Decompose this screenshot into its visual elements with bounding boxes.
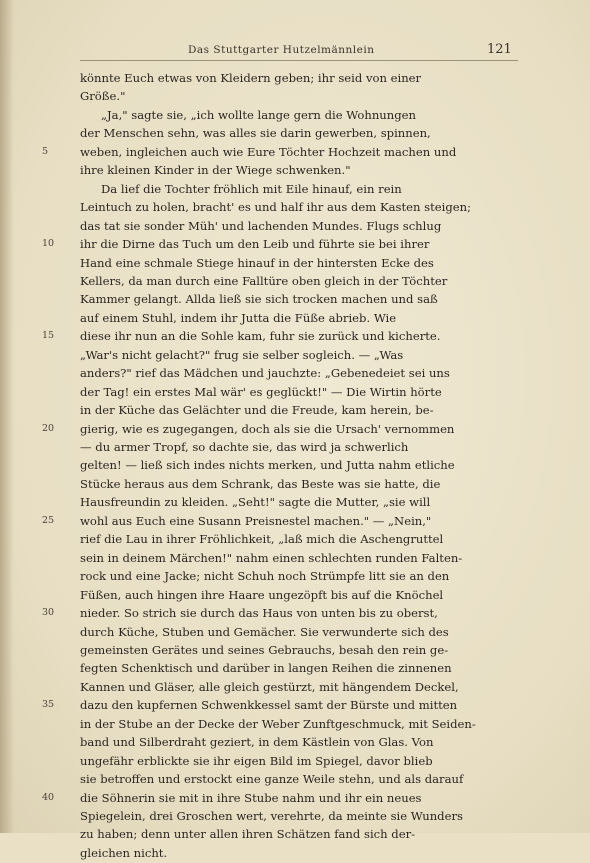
text-line: zu haben; denn unter allen ihren Schätzen fand sich der- <box>80 827 416 842</box>
text-line: gelten! — ließ sich indes nichts merken, und Jutta nahm etliche <box>80 458 455 473</box>
text-line: ihre kleinen Kinder in der Wiege schwenken." <box>80 163 351 178</box>
text-line: durch Küche, Stuben und Gemächer. Sie verwunderte sich des <box>80 624 449 639</box>
text-line: fegten Schenktisch und darüber in langen Reihen die zinnenen <box>80 661 452 676</box>
text-line: — du armer Tropf, so dachte sie, das wird ja schwerlich <box>80 440 409 454</box>
text-line: das tat sie sonder Müh' und lachenden Mundes. Flugs schlug <box>80 218 442 233</box>
text-line: band und Silberdraht geziert, in dem Kästlein von Glas. Von <box>80 735 434 750</box>
page-number: 121 <box>487 42 512 57</box>
text-line: gemeinsten Gerätes und seines Gebrauchs, besah den rein ge- <box>80 642 449 657</box>
text-line: dazu den kupfernen Schwenkkessel samt der Bürste und mitten <box>80 698 458 713</box>
text-line: Größe." <box>80 89 126 104</box>
line-number: 10 <box>42 238 55 249</box>
text-line: könnte Euch etwas von Kleidern geben; ihr seid von einer <box>80 71 422 85</box>
text-line: „War's nicht gelacht?" frug sie selber sogleich. — „Was <box>80 347 404 362</box>
header-divider <box>80 60 518 61</box>
running-title: Das Stuttgarter Hutzelmännlein <box>188 44 375 56</box>
text-line: wohl aus Euch eine Susann Preisnestel machen." — „Nein," <box>80 513 432 528</box>
text-line: Stücke heraus aus dem Schrank, das Beste was sie hatte, die <box>80 476 441 491</box>
text-line: der Tag! ein erstes Mal wär' es geglückt!" — Die Wirtin hörte <box>80 384 442 399</box>
text-line: Hausfreundin zu kleiden. „Seht!" sagte die Mutter, „sie will <box>80 495 431 510</box>
text-line: sie betroffen und erstockt eine ganze Weile stehn, und als darauf <box>80 772 464 787</box>
line-number: 30 <box>42 607 55 618</box>
line-number: 5 <box>42 145 49 157</box>
text-line: diese ihr nun an die Sohle kam, fuhr sie zurück und kicherte. <box>80 329 441 344</box>
line-number: 15 <box>42 330 55 342</box>
text-line: Kammer gelangt. Allda ließ sie sich trocken machen und saß <box>80 292 438 307</box>
text-line: Spiegelein, drei Groschen wert, verehrte, da meinte sie Wunders <box>80 809 463 823</box>
text-line: in der Küche das Gelächter und die Freude, kam herein, be- <box>80 403 434 418</box>
text-line: auf einem Stuhl, indem ihr Jutta die Füße abrieb. Wie <box>80 310 397 325</box>
binding-shadow <box>0 0 14 833</box>
text-line: gleichen nicht. <box>80 845 168 860</box>
text-line: die Söhnerin sie mit in ihre Stube nahm und ihr ein neues <box>80 790 422 805</box>
text-line: rief die Lau in ihrer Fröhlichkeit, „laß mich die Aschengruttel <box>80 532 444 547</box>
text-line: Hand eine schmale Stiege hinauf in der hintersten Ecke des <box>80 255 434 270</box>
text-line: „Ja," sagte sie, „ich wollte lange gern die Wohnungen <box>101 107 416 122</box>
line-number: 35 <box>42 699 55 711</box>
text-line: Füßen, auch hingen ihre Haare ungezöpft bis auf die Knöchel <box>80 587 444 602</box>
text-line: weben, ingleichen auch wie Eure Töchter Hochzeit machen und <box>80 144 457 159</box>
text-line: Leintuch zu holen, bracht' es und half ihr aus dem Kasten steigen; <box>80 200 471 215</box>
text-line: ungefähr erblickte sie ihr eigen Bild im Spiegel, davor blieb <box>80 753 433 768</box>
text-line: der Menschen sehn, was alles sie darin gewerben, spinnen, <box>80 126 431 141</box>
text-line: in der Stube an der Decke der Weber Zunftgeschmuck, mit Seiden- <box>80 716 476 731</box>
text-line: ihr die Dirne das Tuch um den Leib und führte sie bei ihrer <box>80 237 430 251</box>
text-line: Kellers, da man durch eine Falltüre oben gleich in der Töchter <box>80 273 448 288</box>
text-line: sein in deinem Märchen!" nahm einen schlechten runden Falten- <box>80 550 463 565</box>
text-line: anders?" rief das Mädchen und jauchzte: „Gebenedeiet sei uns <box>80 366 450 381</box>
text-line: Da lief die Tochter fröhlich mit Eile hinauf, ein rein <box>101 181 402 196</box>
text-line: Kannen und Gläser, alle gleich gestürzt, mit hängendem Deckel, <box>80 679 459 694</box>
text-line: gierig, wie es zugegangen, doch als sie die Ursach' vernommen <box>80 421 455 436</box>
line-number: 40 <box>42 791 55 803</box>
text-line: rock und eine Jacke; nicht Schuh noch Strümpfe litt sie an den <box>80 569 450 584</box>
line-number: 20 <box>42 422 55 434</box>
line-number: 25 <box>42 514 55 526</box>
text-line: nieder. So strich sie durch das Haus von unten bis zu oberst, <box>80 606 438 620</box>
